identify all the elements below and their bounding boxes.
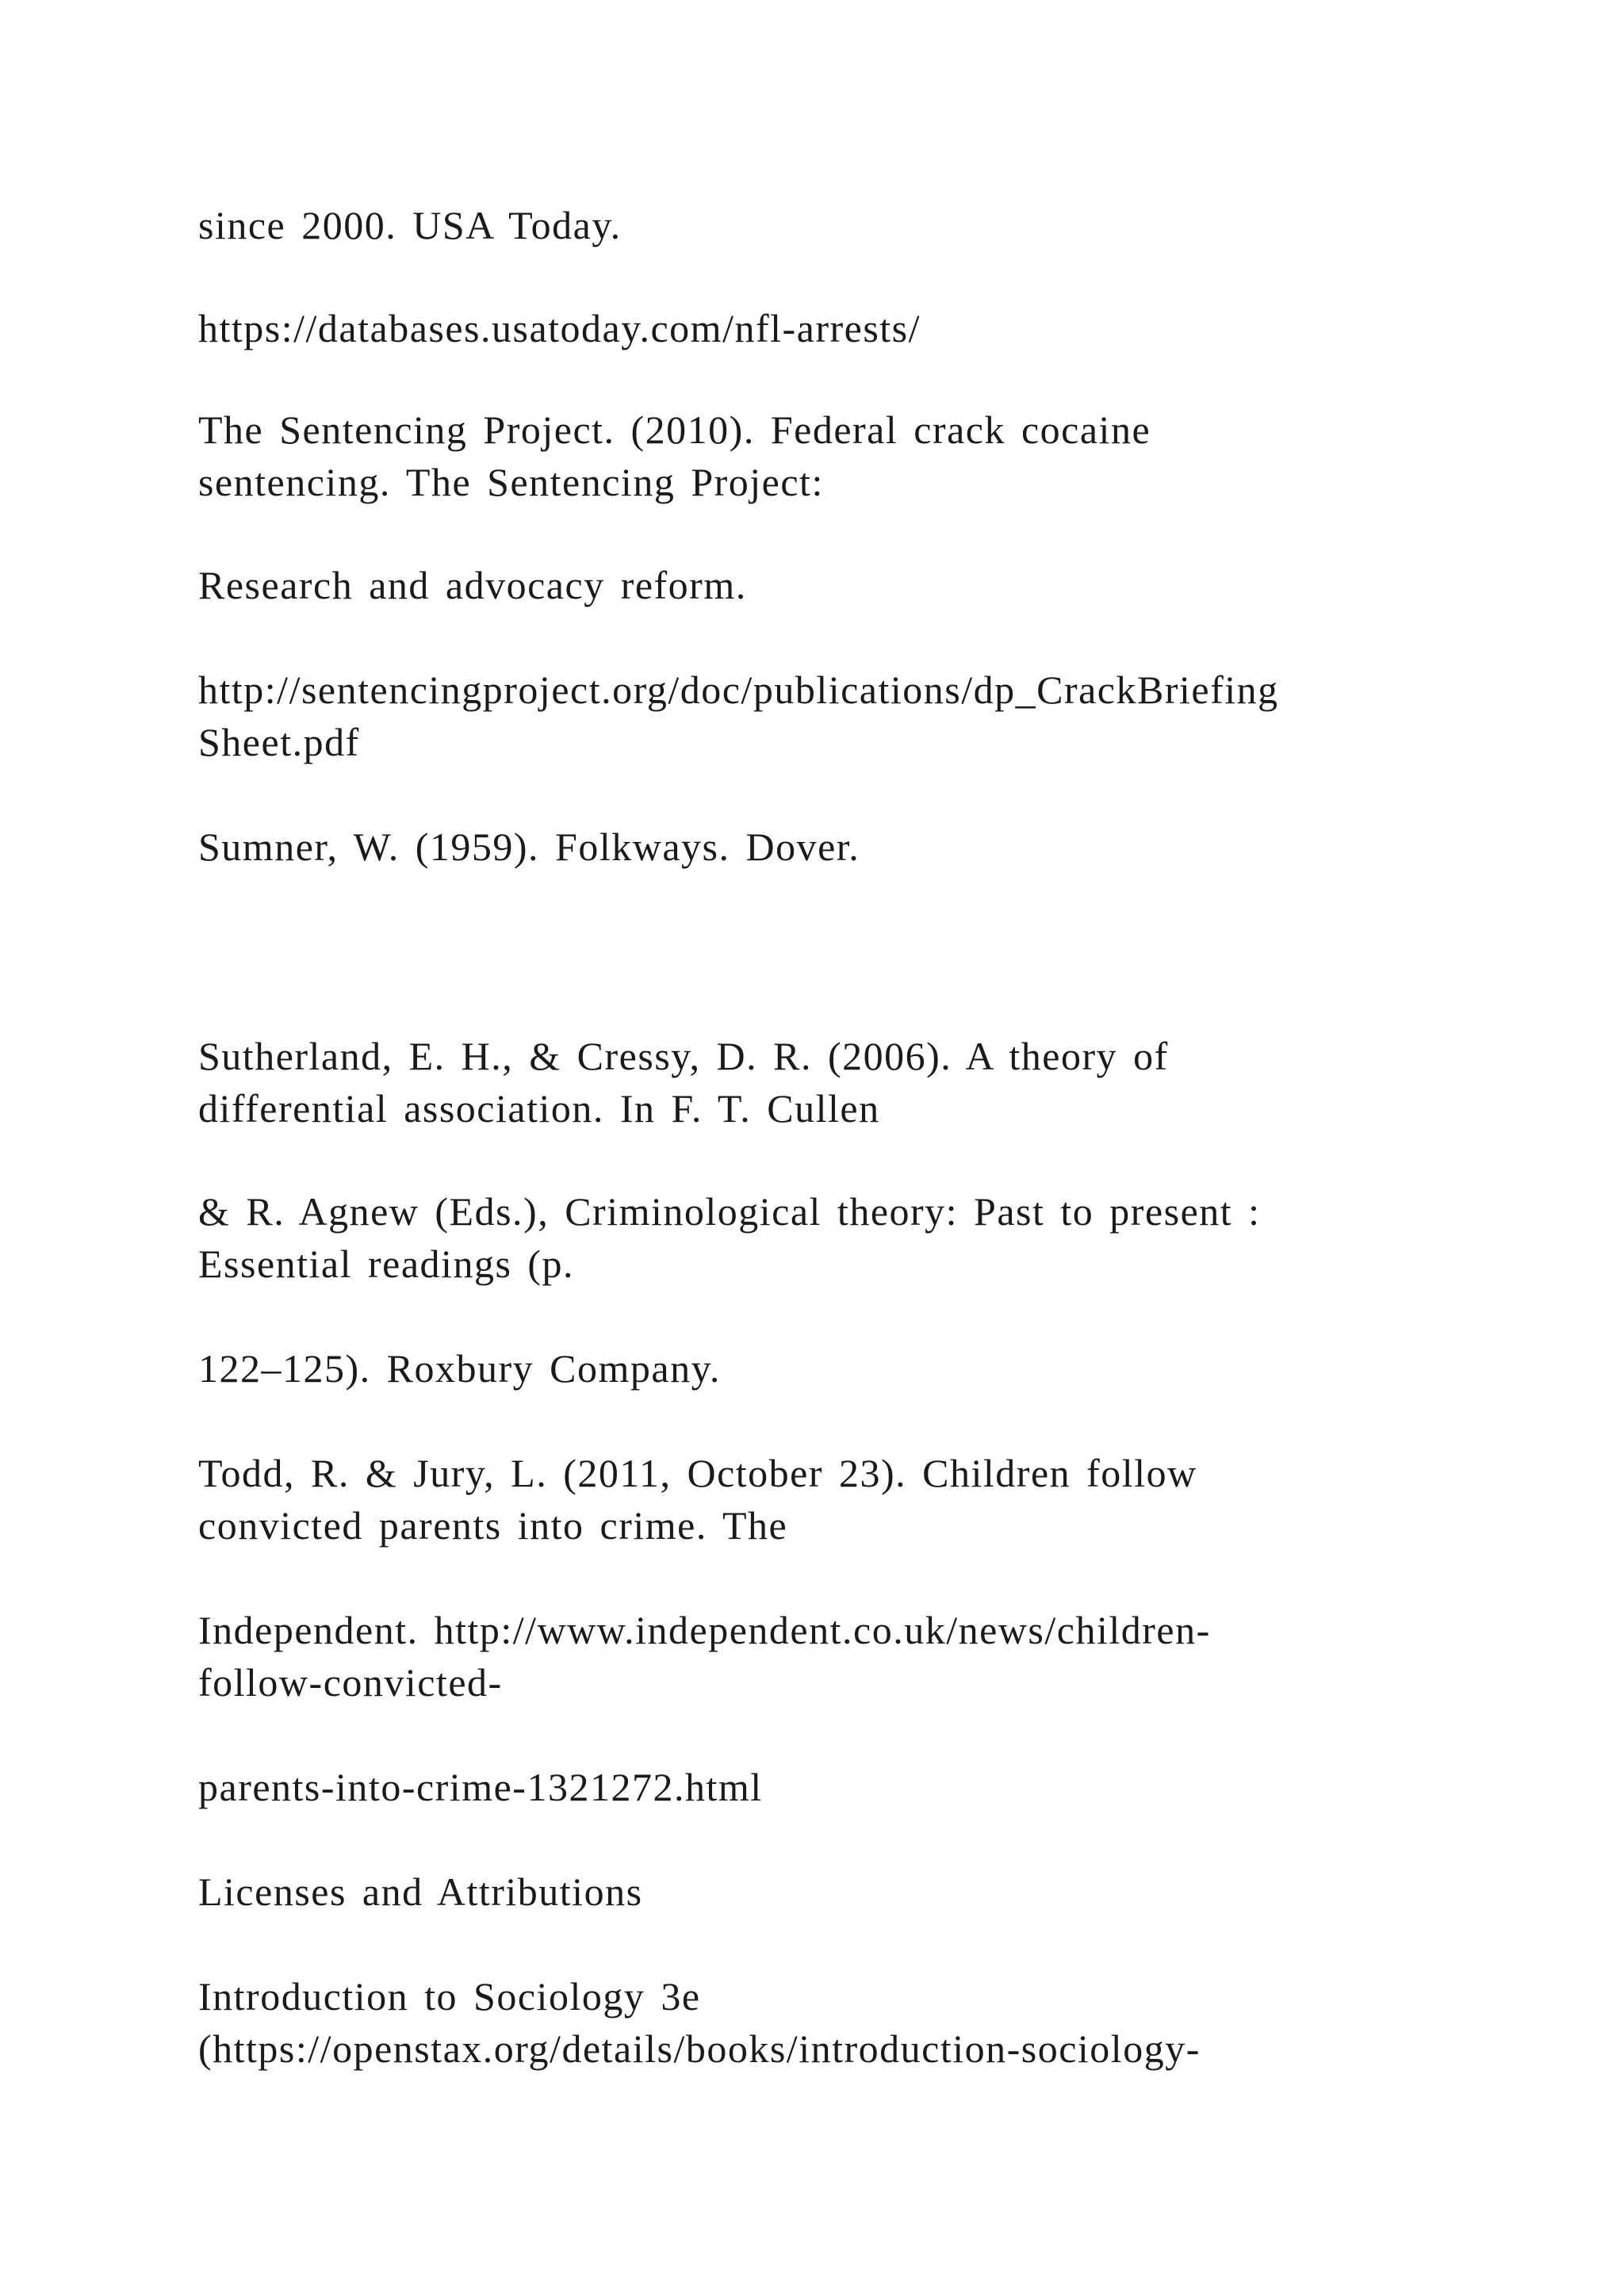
url-line: https://databases.usatoday.com/nfl-arrests/ [198, 306, 921, 350]
url-line: Sheet.pdf [198, 720, 360, 764]
reference-line: convicted parents into crime. The [198, 1503, 788, 1548]
text-line: since 2000. USA Today. [198, 203, 622, 247]
reference-line: sentencing. The Sentencing Project: [198, 460, 824, 504]
reference-line: Introduction to Sociology 3e [198, 1974, 701, 2019]
url-line: (https://openstax.org/details/books/introduction-sociology- [198, 2026, 1201, 2071]
reference-line: Sutherland, E. H., & Cressy, D. R. (2006). A theory of [198, 1034, 1169, 1078]
url-line: parents-into-crime-1321272.html [198, 1765, 763, 1809]
reference-line: Research and advocacy reform. [198, 563, 747, 607]
section-heading: Licenses and Attributions [198, 1869, 643, 1914]
reference-line: differential association. In F. T. Cullen [198, 1086, 880, 1131]
url-line: http://sentencingproject.org/doc/publications/dp_CrackBriefing [198, 668, 1279, 712]
reference-line: & R. Agnew (Eds.), Criminological theory: Past to present : [198, 1189, 1261, 1234]
reference-line: Essential readings (p. [198, 1242, 575, 1286]
reference-line: The Sentencing Project. (2010). Federal crack cocaine [198, 408, 1151, 452]
reference-line: Todd, R. & Jury, L. (2011, October 23). Children follow [198, 1451, 1197, 1495]
url-line: Independent. http://www.independent.co.uk/news/children- [198, 1608, 1211, 1652]
url-line: follow-convicted- [198, 1660, 503, 1705]
reference-line: Sumner, W. (1959). Folkways. Dover. [198, 825, 860, 869]
reference-line: 122–125). Roxbury Company. [198, 1346, 721, 1391]
